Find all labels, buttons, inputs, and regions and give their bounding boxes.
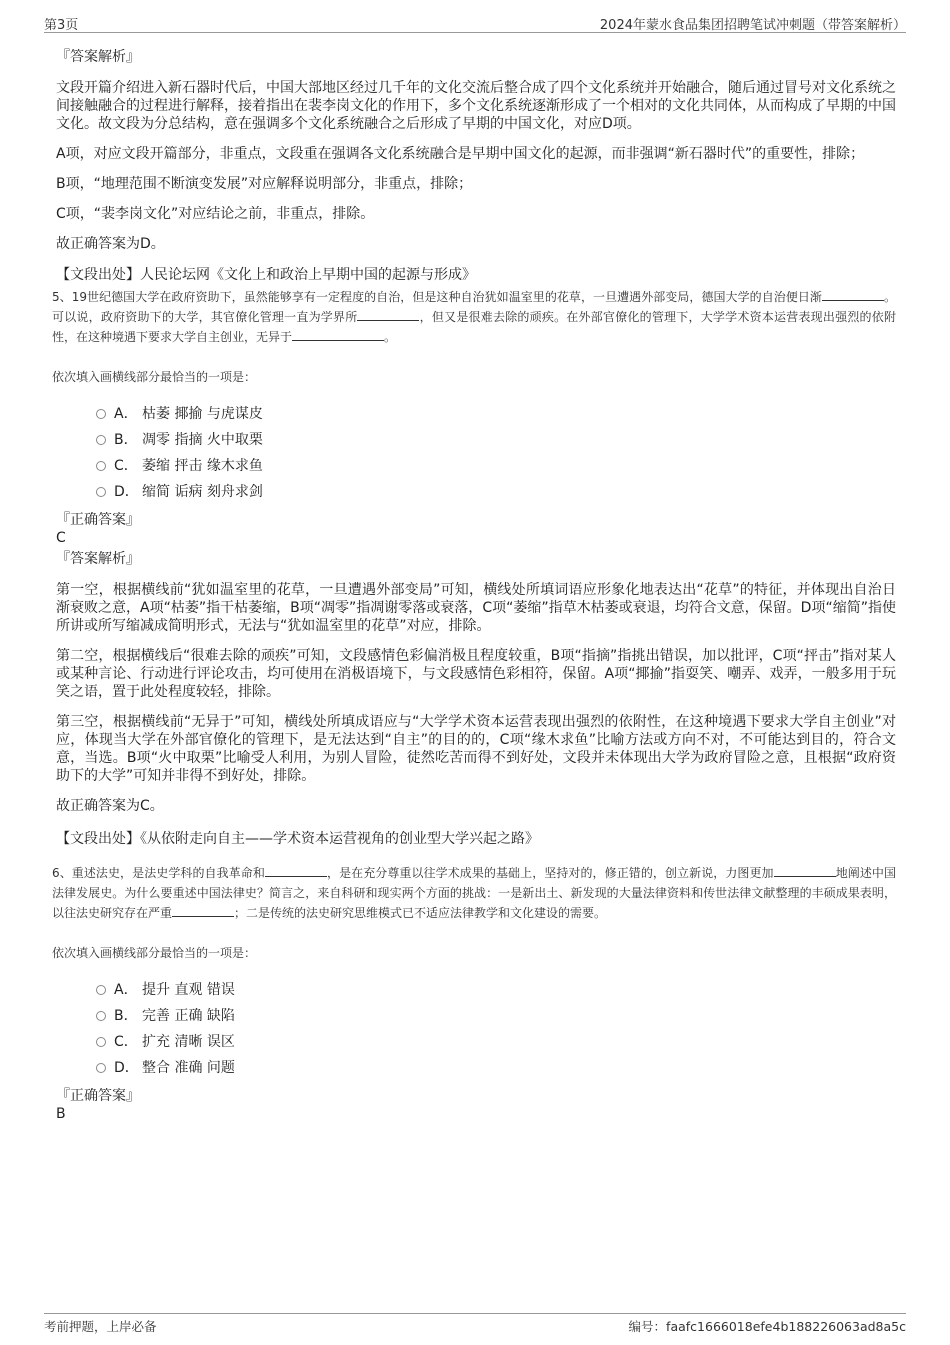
fill-blank (774, 864, 836, 877)
analysis-label: 『答案解析』 (56, 49, 140, 65)
radio-icon[interactable] (96, 435, 106, 445)
answer-conclusion: 故正确答案为C。 (56, 798, 164, 814)
radio-icon[interactable] (96, 985, 106, 995)
fill-blank (292, 328, 384, 341)
option-c[interactable]: C． 扩充 清晰 误区 (96, 1029, 896, 1055)
analysis-paragraph: B项，“地理范围不断演变发展”对应解释说明部分，非重点，排除； (56, 176, 473, 192)
question-prompt: 依次填入画横线部分最恰当的一项是： (52, 946, 257, 960)
page-footer (44, 1313, 906, 1334)
passage-source: 【文段出处】人民论坛网《文化上和政治上早期中国的起源与形成》 (56, 267, 476, 283)
radio-icon[interactable] (96, 487, 106, 497)
document-code: 编号：faafc1666018efe4b188226063ad8a5c (628, 1319, 906, 1334)
passage-source: 【文段出处】《从依附走向自主——学术资本运营视角的创业型大学兴起之路》 (56, 831, 539, 847)
analysis-label: 『答案解析』 (56, 551, 140, 567)
option-d[interactable]: D． 整合 准确 问题 (96, 1055, 896, 1081)
correct-answer: C (56, 530, 66, 546)
footer-slogan: 考前押题，上岸必备 (44, 1319, 157, 1334)
correct-answer-label: 『正确答案』 (56, 1088, 140, 1104)
radio-icon[interactable] (96, 409, 106, 419)
fill-blank (172, 904, 234, 917)
question-5-options (96, 401, 896, 505)
page-number: 第3页 (44, 18, 79, 33)
page-header (44, 14, 906, 33)
analysis-paragraph: 第三空，根据横线前“无异于”可知，横线处所填成语应与“大学学术资本运营表现出强烈的依附性，在这种境遇下要求大学自主创业”对应，体现当大学在外部官僚化的管理下，是无法达到“自主”的目的的，C项“缘木求鱼”比喻方法或方向不对，不可能达到目的，符合文意，当选。B项“火中取栗”比喻受人利用，为别人冒险，徒然吃苦而得不到好处，文段并未体现出大学为政府冒险之意，且根据“政府资助下的大学”可知并非得不到好处，排除。 (56, 714, 896, 784)
page-content (52, 44, 896, 1129)
fill-blank (357, 308, 419, 321)
radio-icon[interactable] (96, 1011, 106, 1021)
correct-answer-label: 『正确答案』 (56, 512, 140, 528)
option-b[interactable]: B． 凋零 指摘 火中取栗 (96, 427, 896, 453)
document-title: 2024年蒙水食品集团招聘笔试冲刺题（带答案解析） (599, 18, 906, 33)
answer-conclusion: 故正确答案为D。 (56, 236, 165, 252)
radio-icon[interactable] (96, 1037, 106, 1047)
analysis-paragraph: 第二空，根据横线后“很难去除的顽疾”可知，文段感情色彩偏消极且程度较重，B项“指摘”指挑出错误，加以批评，C项“抨击”指对某人或某种言论、行动进行评论攻击，均可使用在消极语境下，与文段感情色彩相符，保留。A项“揶揄”指耍笑、嘲弄、戏弄，一般多用于玩笑之语，置于此处程度较轻，排除。 (56, 648, 896, 700)
question-6-options (96, 977, 896, 1081)
radio-icon[interactable] (96, 461, 106, 471)
fill-blank (822, 288, 884, 301)
analysis-paragraph: 第一空，根据横线前“犹如温室里的花草，一旦遭遇外部变局”可知，横线处所填词语应形象化地表达出“花草”的特征，并体现出自治日渐衰败之意，A项“枯萎”指干枯萎缩，B项“凋零”指凋谢零落或衰落，C项“萎缩”指草木枯萎或衰退，均符合文意，保留。D项“缩简”指使所讲或所写缩减成简明形式，无法与“犹如温室里的花草”对应，排除。 (56, 582, 896, 634)
analysis-paragraph: A项，对应文段开篇部分，非重点，文段重在强调各文化系统融合是早期中国文化的起源，而非强调“新石器时代”的重要性，排除； (56, 146, 865, 162)
question-prompt: 依次填入画横线部分最恰当的一项是： (52, 370, 257, 384)
option-b[interactable]: B． 完善 正确 缺陷 (96, 1003, 896, 1029)
question-6-stem: 6、重述法史，是法史学科的自我革命和 ，是在充分尊重以往学术成果的基础上，坚持对的，修正错的，创立新说，力图更加 地阐述中国法律发展史。为什么要重述中国法律史？简言之，来自科研和现实两个方面的挑战：一是新出土、新发现的大量法律资料和传世法律文献整理的丰硕成果表明，以往法史研究存在严重 ；二是传统的法史研究思维模式已不适应法律教学和文化建设的需要。 (52, 866, 896, 920)
question-5-stem: 5、19世纪德国大学在政府资助下，虽然能够享有一定程度的自治，但是这种自治犹如温室里的花草，一旦遭遇外部变局，德国大学的自治便日渐 。可以说，政府资助下的大学，其官僚化管理一直为学界所 ，但又是很难去除的顽疾。在外部官僚化的管理下，大学学术资本运营表现出强烈的依附性，在这种境遇下要求大学自主创业，无异于 。 (52, 290, 896, 344)
radio-icon[interactable] (96, 1063, 106, 1073)
option-a[interactable]: A． 提升 直观 错误 (96, 977, 896, 1003)
analysis-paragraph: C项，“裴李岗文化”对应结论之前，非重点，排除。 (56, 206, 375, 222)
option-c[interactable]: C． 萎缩 抨击 缘木求鱼 (96, 453, 896, 479)
option-d[interactable]: D． 缩简 诟病 刻舟求剑 (96, 479, 896, 505)
fill-blank (265, 864, 327, 877)
option-a[interactable]: A． 枯萎 揶揄 与虎谋皮 (96, 401, 896, 427)
correct-answer: B (56, 1106, 66, 1122)
analysis-paragraph: 文段开篇介绍进入新石器时代后，中国大部地区经过几千年的文化交流后整合成了四个文化系统并开始融合，随后通过冒号对文化系统之间接触融合的过程进行解释，接着指出在裴李岗文化的作用下，多个文化系统逐渐形成了一个相对的文化共同体，从而构成了早期的中国文化。故文段为分总结构，意在强调多个文化系统融合之后形成了早期的中国文化，对应D项。 (56, 80, 896, 132)
